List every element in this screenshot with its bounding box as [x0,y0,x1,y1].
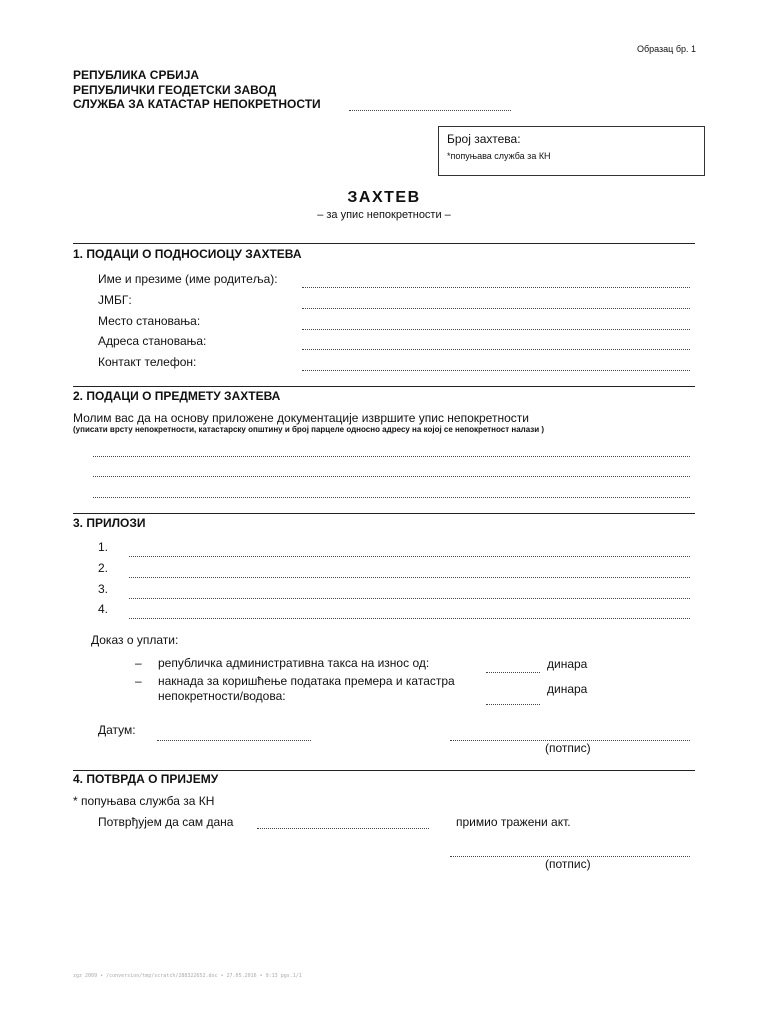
survey-fee-label-line2: непокретности/водова: [158,689,286,703]
section-divider [73,243,695,244]
section2-hint: (уписати врсту непокретности, катастарску општину и број парцеле односно адресу на којој се непокретност налази ) [73,425,545,434]
survey-fee-amount-field[interactable] [486,704,540,705]
phone-field[interactable] [302,370,690,371]
survey-fee-currency: динара [547,682,588,696]
attachment-number: 1. [98,540,109,554]
form-number: Образац бр. 1 [636,44,696,54]
subject-line-2[interactable] [93,476,690,477]
header-line-3: СЛУЖБА ЗА КАТАСТАР НЕПОКРЕТНОСТИ [73,97,321,111]
date-field[interactable] [157,740,311,741]
form-subtitle: – за упис непокретности – [317,209,451,221]
section4-note: * попуњава служба за КН [73,794,215,808]
section1-heading: 1. ПОДАЦИ О ПОДНОСИОЦУ ЗАХТЕВА [73,247,302,261]
payment-label: Доказ о уплати: [91,633,179,647]
header-line-2: РЕПУБЛИЧКИ ГЕОДЕТСКИ ЗАВОД [73,83,277,97]
section-divider [73,513,695,514]
form-title: ЗАХТЕВ [347,189,421,206]
confirm-text: Потврђујем да сам дана [98,815,234,829]
section2-text: Молим вас да на основу приложене документације извршите упис непокретности [73,411,529,425]
section4-heading: 4. ПОТВРДА О ПРИЈЕМУ [73,772,219,786]
section2-heading: 2. ПОДАЦИ О ПРЕДМЕТУ ЗАХТЕВА [73,389,281,403]
address-field[interactable] [302,349,690,350]
section3-heading: 3. ПРИЛОЗИ [73,516,146,530]
survey-fee-label-line1: накнада за коришћење података премера и катастра [158,674,455,688]
attachment-field-1[interactable] [129,556,690,557]
residence-label: Место становања: [98,314,201,328]
residence-field[interactable] [302,329,690,330]
office-location-field[interactable] [349,110,511,111]
attachment-field-3[interactable] [129,598,690,599]
attachment-field-4[interactable] [129,618,690,619]
request-number-note: *попуњава служба за КН [447,151,551,161]
phone-label: Контакт телефон: [98,355,197,369]
document-footer: zgz 2009 • /conversion/tmp/scratch/288322652.doc • 27.05.2016 • 9:13 pgs.1/1 [73,973,302,979]
date-label: Датум: [98,723,136,737]
name-field[interactable] [302,287,690,288]
attachment-number: 2. [98,561,109,575]
name-label: Име и презиме (име родитеља): [98,272,278,286]
receipt-signature-label: (потпис) [545,857,591,871]
attachment-number: 3. [98,582,109,596]
request-number-label: Број захтева: [447,132,521,146]
section-divider [73,770,695,771]
signature-label: (потпис) [545,741,591,755]
fee-dash: – [135,674,142,688]
request-number-box [438,126,705,176]
subject-line-1[interactable] [93,456,690,457]
attachment-field-2[interactable] [129,577,690,578]
header-line-1: РЕПУБЛИКА СРБИЈА [73,68,200,82]
section-divider [73,386,695,387]
received-text: примио тражени акт. [456,815,571,829]
subject-line-3[interactable] [93,497,690,498]
admin-fee-amount-field[interactable] [486,672,540,673]
admin-fee-currency: динара [547,657,588,671]
jmbg-label: ЈМБГ: [98,293,132,307]
attachment-number: 4. [98,602,109,616]
receipt-date-field[interactable] [257,828,429,829]
address-label: Адреса становања: [98,334,207,348]
admin-fee-label: републичка административна такса на износ од: [158,656,430,670]
jmbg-field[interactable] [302,308,690,309]
fee-dash: – [135,656,142,670]
